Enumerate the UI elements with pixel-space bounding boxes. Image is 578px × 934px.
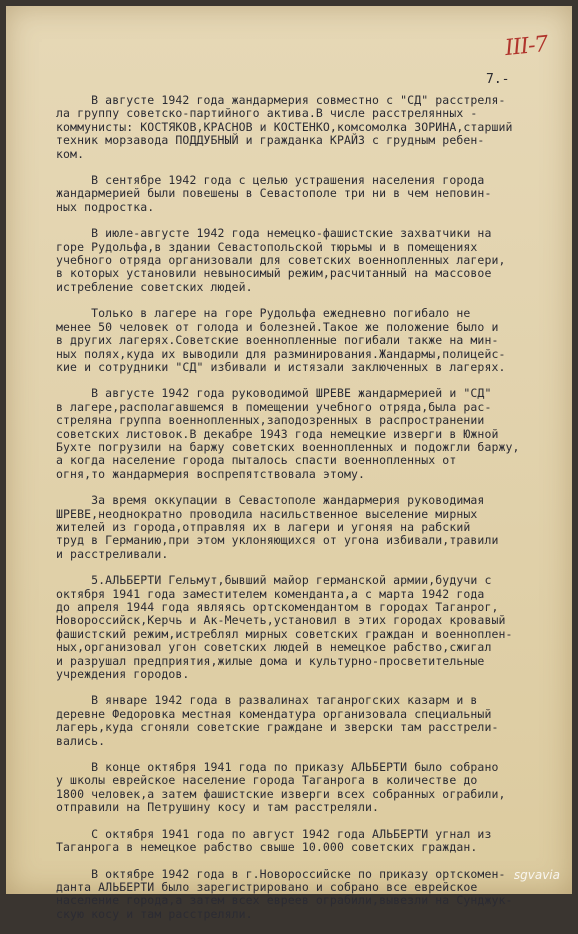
document-page xyxy=(6,6,572,921)
watermark: sgvavia xyxy=(513,868,560,882)
paragraph: В январе 1942 года в развалинах таганрогских казарм и в деревне Федоровка местная комендатура организовала специальный лагерь,куда сгоняли советские граждане и зверски там расстрели- вались. xyxy=(56,693,499,748)
page-number: 7.- xyxy=(486,72,510,87)
paragraph: В сентябре 1942 года с целью устрашения населения города жандармерией были повешены в Севастополе три ни в чем неповин- ных подростка. xyxy=(56,173,492,214)
paragraph: Только в лагере на горе Рудольфа ежедневно погибало не менее 50 человек от голода и болезней.Такое же положение было и в других лагерях.Советские военнопленные погибали также на мин- ных полях,куда их выводили для разминирования.Жандармы,полицейс- кие и сотрудники "СД" избивали и истязали заключенных в лагерях. xyxy=(56,306,506,374)
paragraph: 5.АЛЬБЕРТИ Гельмут,бывший майор германской армии,будучи с октября 1941 года заместителем коменданта,а с марта 1942 года до апреля 1944 года являясь ортскомендантом в городах Таганрог, Новороссийск,Керчь и Ак-Мечеть,установил в этих городах кровавый фашистский режим,истреблял мирных советских граждан и военноплен- ных,организовал угон советских людей в немецкое рабство,сжигал и разрушал предприятия,жилые дома и культурно-просветительные учреждения городов. xyxy=(56,573,513,682)
paragraph: В октябре 1942 года в г.Новороссийске по приказу ортскомен- данта АЛЬБЕРТИ было зарегистрировано и собрано все еврейское население города,а затем всех евреев ограбили,вывезли на Сунджук- скую косу и там расстреляли. xyxy=(56,866,513,921)
paragraph: За время оккупации в Севастополе жандармерия руководимая ШРЕВЕ,неоднократно проводила насильственное выселение мирных жителей из города,отправляя их в лагери и угоняя на рабский труд в Германию,при этом уклоняющихся от угона избивали,травили и расстреливали. xyxy=(56,493,499,561)
body-text xyxy=(56,94,578,934)
paragraph: В августе 1942 года руководимой ШРЕВЕ жандармерией и "СД" в лагере,располагавшемся в помещении учебного отряда,была рас- стреляна группа военнопленных,заподозренных в распространении советских листовок.В декабре 1943 года немецкие изверги в Южной Бухте погрузили на баржу советских военнопленных и подожгли баржу, а когда население города пыталось спасти военнопленных от огня,то жандармерия воспрепятствовала этому. xyxy=(56,386,520,481)
paragraph: В августе 1942 года жандармерия совместно с "СД" расстреля- ла группу советско-партийного актива.В числе расстрелянных - коммунисты: КОСТЯКОВ,КРАСНОВ и КОСТЕНКО,комсомолка ЗОРИНА,старший техник морзавода ПОДДУБНЫЙ и гражданка КРАЙЗ с грудным ребен- ком. xyxy=(56,93,513,161)
archive-mark: ІІІ-7 xyxy=(504,31,550,62)
paragraph: В июле-августе 1942 года немецко-фашистские захватчики на горе Рудольфа,в здании Севастопольской тюрьмы и в помещениях учебного отряда организовали для советских военнопленных лагери, в которых установили невыносимый режим,расчитанный на массовое истребление советских людей. xyxy=(56,226,506,294)
paragraph: В конце октября 1941 года по приказу АЛЬБЕРТИ было собрано у школы еврейское население города Таганрога в количестве до 1800 человек,а затем фашистские изверги всех собранных ограбили, отправили на Петрушину косу и там расстреляли. xyxy=(56,760,506,815)
paragraph: С октября 1941 года по август 1942 года АЛЬБЕРТИ угнал из Таганрога в немецкое рабство свыше 10.000 советских граждан. xyxy=(56,826,492,855)
